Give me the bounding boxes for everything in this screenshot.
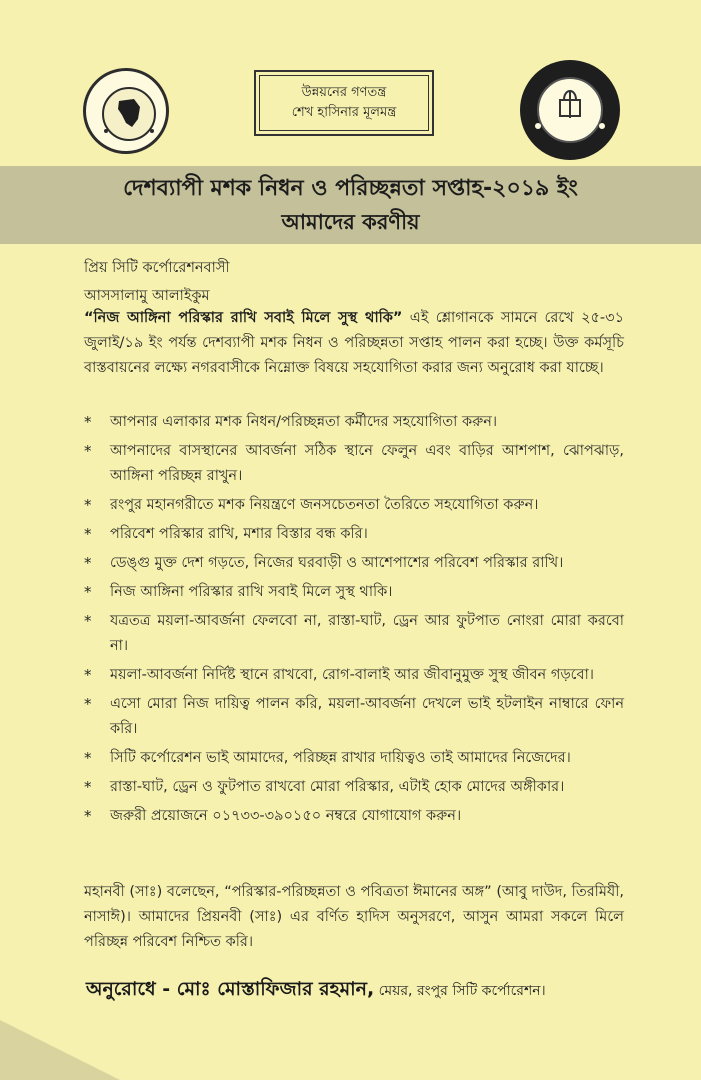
salutation: প্রিয় সিটি কর্পোরেশনবাসী [84,260,230,276]
list-item-text: নিজ আঙ্গিনা পরিস্কার রাখি সবাই মিলে সুস্থ থাকি। [110,584,393,600]
list-item [84,775,624,800]
list-item-text: পরিবেশ পরিস্কার রাখি, মশার বিস্তার বন্ধ করি। [110,526,368,542]
bullet-star-icon: * [84,695,92,713]
list-item-text: আপনার এলাকার মশক নিধন/পরিচ্ছন্নতা কর্মীদের সহযোগিতা করুন। [110,414,498,430]
list-item [84,410,624,435]
title-banner [0,166,701,244]
action-list [84,410,624,833]
motto-line-2: শেখ হাসিনার মূলমন্ত্র [291,105,397,120]
list-item-text: এসো মোরা নিজ দায়িত্ব পালন করি, ময়লা-আবর্জনা দেখলে ভাই হটলাইন নাম্বারে ফোন করি। [110,696,624,737]
closing-paragraph: মহানবী (সাঃ) বলেছেন, “পরিস্কার-পরিচ্ছন্নতা ও পবিত্রতা ঈমানের অঙ্গ” (আবু দাউদ, তিরমিযী, নাসাঈ)। আমাদের প্রিয়নবী (সাঃ) এর বর্ণিত হাদিস অনুসরণে, আসুন আমরা সকলে মিলে পরিচ্ছন্ন পরিবেশ নিশ্চিত করি। [84,884,624,950]
motto-box [254,70,434,136]
bullet-star-icon: * [84,496,92,514]
list-item-text: ডেঙ্গু মুক্ত দেশ গড়তে, নিজের ঘরবাড়ী ও আশেপাশের পরিবেশ পরিস্কার রাখি। [110,555,564,571]
request-name: অনুরোধে - মোঃ মোস্তাফিজার রহমান, [86,978,375,1000]
list-item [84,804,624,829]
bullet-star-icon: * [84,666,92,684]
decorative-corner-shape [0,1000,701,1080]
intro-paragraph [84,306,624,381]
list-item [84,609,624,659]
greeting: আসসালামু আলাইকুম [84,288,210,304]
list-item [84,663,624,688]
bullet-star-icon: * [84,554,92,572]
list-item-text: যত্রতত্র ময়লা-আবর্জনা ফেলবো না, রাস্তা-ঘাট, ড্রেন আর ফুটপাত নোংরা মোরা করবো না। [110,613,624,654]
motto-line-1: উন্নয়নের গণতন্ত্র [301,85,387,100]
list-item-text: জরুরী প্রয়োজনে ০১৭৩৩-৩৯০১৫০ নম্বরে যোগাযোগ করুন। [110,808,462,824]
banner-title: দেশব্যাপী মশক নিধন ও পরিচ্ছন্নতা সপ্তাহ-২০১৯ ইং [123,176,578,201]
designation: মেয়র, রংপুর সিটি কর্পোরেশন। [374,983,546,999]
bullet-star-icon: * [84,778,92,796]
intro-slogan: “নিজ আঙ্গিনা পরিস্কার রাখি সবাই মিলে সুস্থ থাকি” [84,310,403,326]
list-item [84,580,624,605]
bullet-star-icon: * [84,749,92,767]
bullet-star-icon: * [84,612,92,630]
bullet-star-icon: * [84,807,92,825]
bullet-star-icon: * [84,442,92,460]
bullet-star-icon: * [84,525,92,543]
list-item [84,522,624,547]
intro-text: এই শ্লোগানকে সামনে রেখে ২৫-৩১ জুলাই/১৯ ইং পর্যন্ত দেশব্যাপী মশক নিধন ও পরিচ্ছন্নতা সপ্তাহ পালন করা হচ্ছে। উক্ত কর্মসূচি বাস্তবায়নের লক্ষ্যে নগরবাসীকে নিম্নোক্ত বিষয়ে সহযোগিতা করার জন্য অনুরোধ করা যাচ্ছে। [84,310,624,376]
list-item-text: ময়লা-আবর্জনা নির্দিষ্ট স্থানে রাখবো, রোগ-বালাই আর জীবানুমুক্ত সুস্থ জীবন গড়বো। [110,667,594,683]
list-item-text: রাস্তা-ঘাট, ড্রেন ও ফুটপাত রাখবো মোরা পরিস্কার, এটাই হোক মোদের অঙ্গীকার। [110,779,565,795]
city-corporation-seal-icon [520,60,620,160]
list-item [84,746,624,771]
list-item-text: রংপুর মহানগরীতে মশক নিয়ন্ত্রণে জনসচেতনতা তৈরিতে সহযোগিতা করুন। [110,497,539,513]
list-item-text: সিটি কর্পোরেশন ভাই আমাদের, পরিচ্ছন্ন রাখার দায়িত্বও তাই আমাদের নিজেদের। [110,750,571,766]
list-item [84,493,624,518]
banner-subtitle: আমাদের করণীয় [281,210,420,234]
bullet-star-icon: * [84,583,92,601]
list-item-text: আপনাদের বাসস্থানের আবর্জনা সঠিক স্থানে ফেলুন এবং বাড়ির আশপাশ, ঝোপঝাড়, আঙ্গিনা পরিচ্ছন্ন রাখুন। [110,443,624,484]
list-item [84,551,624,576]
list-item [84,692,624,742]
list-item [84,439,624,489]
bullet-star-icon: * [84,413,92,431]
government-seal-icon [83,68,169,154]
